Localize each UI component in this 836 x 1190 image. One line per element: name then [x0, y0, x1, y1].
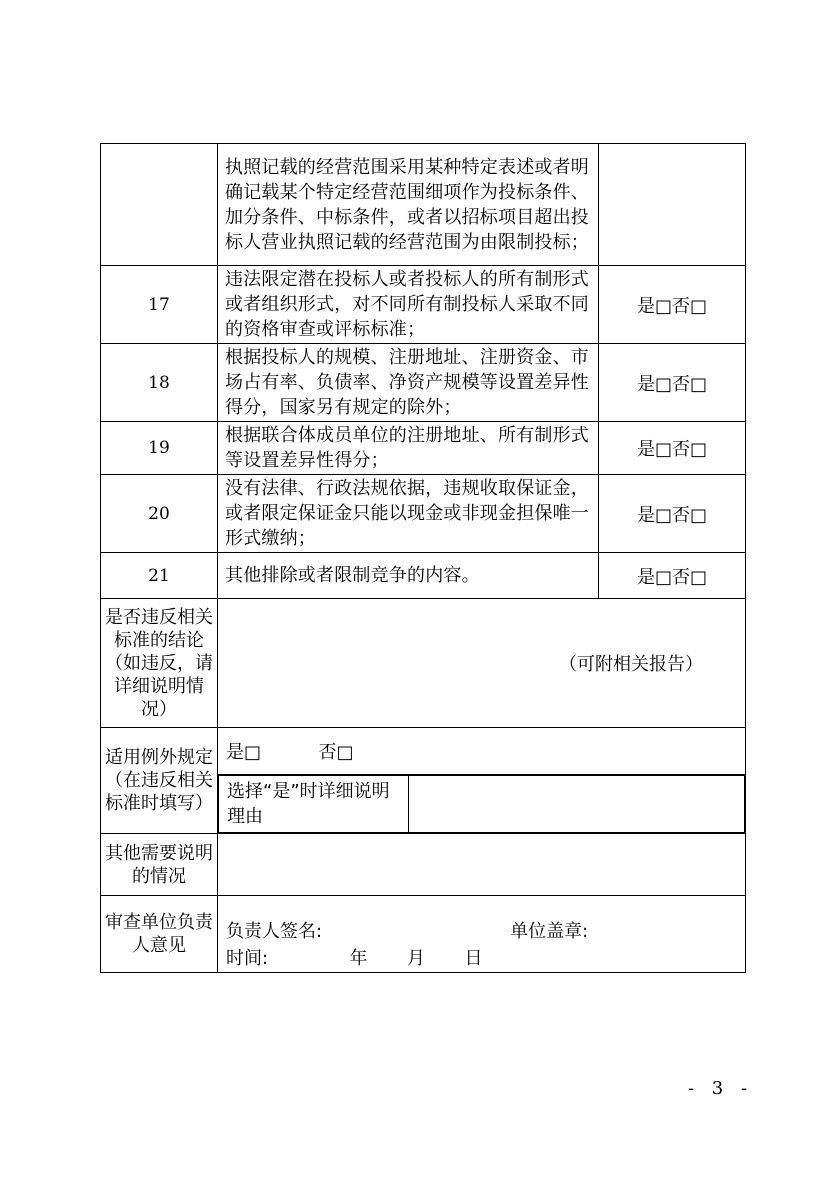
row-check[interactable]: 是□否□ — [599, 422, 746, 475]
review-opinion-field[interactable] — [218, 896, 746, 973]
conclusion-label: 是否违反相关标准的结论（如违反，请详细说明情况） — [101, 599, 218, 728]
row-check[interactable]: 是□否□ — [599, 266, 746, 344]
exception-yes-checkbox[interactable]: 是□ — [226, 742, 262, 763]
row-check[interactable]: 是□否□ — [599, 553, 746, 599]
exception-choice — [218, 728, 746, 775]
row-description: 其他排除或者限制竞争的内容。 — [218, 553, 599, 599]
time-label: 时间: — [226, 948, 269, 969]
conclusion-row — [101, 599, 746, 728]
exception-label: 适用例外规定（在违反相关标准时填写） — [101, 728, 218, 834]
row-description: 根据投标人的规模、注册地址、注册资金、市场占有率、负债率、净资产规模等设置差异性得分，国家另有规定的除外； — [218, 344, 599, 422]
row-number: 21 — [101, 553, 218, 599]
row-number: 20 — [101, 475, 218, 553]
month-label: 月 — [407, 948, 426, 969]
day-label: 日 — [464, 948, 483, 969]
row-number: 19 — [101, 422, 218, 475]
table-row — [101, 475, 746, 553]
exception-reason-cell — [218, 775, 746, 834]
exception-no-checkbox[interactable]: 否□ — [318, 742, 354, 763]
row-check[interactable]: 是□否□ — [599, 344, 746, 422]
exception-reason-label: 选择“是”时详细说明理由 — [219, 776, 409, 833]
table-row — [101, 422, 746, 475]
page-number: - 3 - — [688, 1078, 754, 1099]
review-form-table — [100, 143, 746, 973]
table-row — [101, 553, 746, 599]
year-label: 年 — [349, 948, 368, 969]
table-row — [101, 266, 746, 344]
other-label: 其他需要说明的情况 — [101, 834, 218, 896]
row-description: 根据联合体成员单位的注册地址、所有制形式等设置差异性得分； — [218, 422, 599, 475]
row-number: 17 — [101, 266, 218, 344]
row-description: 执照记载的经营范围采用某种特定表述或者明确记载某个特定经营范围细项作为投标条件、加分条件、中标条件，或者以招标项目超出投标人营业执照记载的经营范围为由限制投标； — [218, 144, 599, 266]
review-row — [101, 896, 746, 973]
exception-reason-table — [218, 775, 745, 833]
row-check — [599, 144, 746, 266]
conclusion-note: （可附相关报告） — [559, 654, 703, 675]
row-number — [101, 144, 218, 266]
row-description: 没有法律、行政法规依据，违规收取保证金，或者限定保证金只能以现金或非现金担保唯一形式缴纳； — [218, 475, 599, 553]
exception-row — [101, 728, 746, 775]
row-description: 违法限定潜在投标人或者投标人的所有制形式或者组织形式，对不同所有制投标人采取不同的资格审查或评标标准； — [218, 266, 599, 344]
row-number: 18 — [101, 344, 218, 422]
other-field[interactable] — [218, 834, 746, 896]
other-row — [101, 834, 746, 896]
conclusion-field[interactable] — [218, 599, 746, 728]
table-row — [101, 144, 746, 266]
row-check[interactable]: 是□否□ — [599, 475, 746, 553]
review-label: 审查单位负责人意见 — [101, 896, 218, 973]
table-row — [101, 344, 746, 422]
seal-label: 单位盖章: — [510, 921, 589, 942]
exception-reason-field[interactable] — [409, 776, 745, 833]
signature-label: 负责人签名: — [226, 921, 323, 942]
